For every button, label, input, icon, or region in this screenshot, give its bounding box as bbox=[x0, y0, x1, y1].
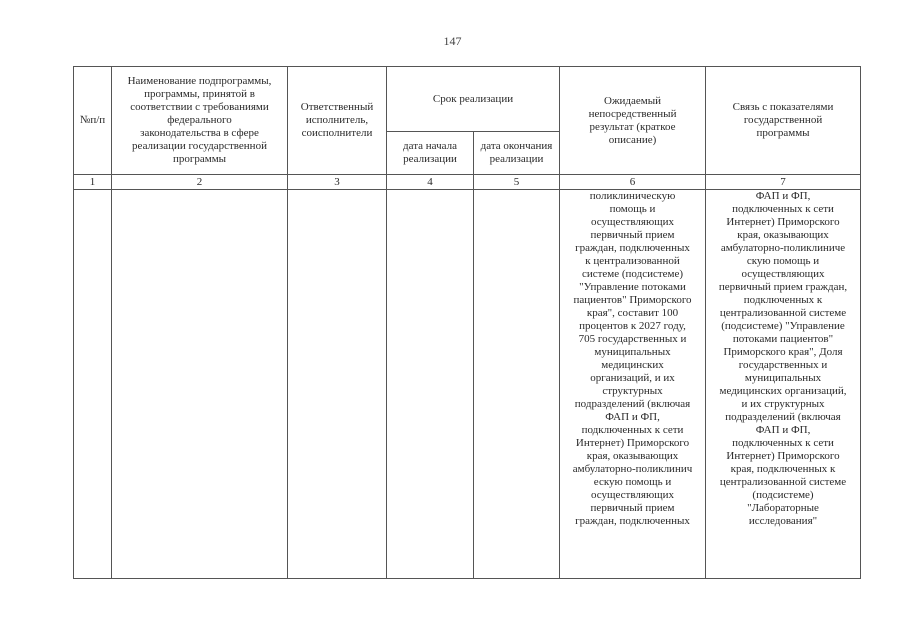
header-start-date: дата начала реализации bbox=[387, 132, 474, 175]
header-indicators-link: Связь с показателями государственной программы bbox=[706, 67, 861, 175]
cell-responsible bbox=[288, 190, 387, 579]
indicators-link-text: ФАП и ФП, подключенных к сети Интернет) Приморского края, оказывающих амбулаторно-поликлиниче скую помощь и осуществляющих первичный прием граждан, подключенных к централизованной системе (подсистеме) "Управление потоками пациентов" Приморского края", Доля государственных и муниципальных медицинских организаций, и их структурных подразделений (включая ФАП и ФП, подключенных к сети Интернет) Приморского края, подключенных к централизованной системе (подсистеме) "Лабораторные исследования" bbox=[718, 190, 848, 527]
table-row bbox=[74, 190, 861, 579]
cell-end-date bbox=[474, 190, 560, 579]
column-number: 7 bbox=[706, 175, 861, 190]
cell-start-date bbox=[387, 190, 474, 579]
column-number: 2 bbox=[112, 175, 288, 190]
header-end-date: дата окончания реализации bbox=[474, 132, 560, 175]
expected-result-text: поликлиническую помощь и осуществляющих первичный прием граждан, подключенных к централизованной системе (подсистеме) "Управление потоками пациентов" Приморского края", составит 100 процентов к 2027 году, 705 государственных и муниципальных медицинских организаций, и их структурных подразделений (включая ФАП и ФП, подключенных к сети Интернет) Приморского края, оказывающих амбулаторно-поликлинич ескую помощь и осуществляющих первичный прием граждан, подключенных bbox=[572, 190, 693, 527]
column-number-row bbox=[74, 175, 861, 190]
column-number: 3 bbox=[288, 175, 387, 190]
header-responsible: Ответственный исполнитель, соисполнители bbox=[288, 67, 387, 175]
cell-number bbox=[74, 190, 112, 579]
column-number: 4 bbox=[387, 175, 474, 190]
header-expected-result: Ожидаемый непосредственный результат (краткое описание) bbox=[560, 67, 706, 175]
cell-indicators-link bbox=[706, 190, 861, 579]
cell-expected-result bbox=[560, 190, 706, 579]
cell-subprogram-name bbox=[112, 190, 288, 579]
header-number: №п/п bbox=[74, 67, 112, 175]
page-number: 147 bbox=[443, 34, 462, 48]
column-number: 5 bbox=[474, 175, 560, 190]
program-table bbox=[73, 66, 861, 579]
column-number: 6 bbox=[560, 175, 706, 190]
column-number: 1 bbox=[74, 175, 112, 190]
header-subprogram-name: Наименование подпрограммы, программы, принятой в соответствии с требованиями федерального законодательства в сфере реализации государственной программы bbox=[112, 67, 288, 175]
header-implementation-period: Срок реализации bbox=[387, 67, 560, 132]
